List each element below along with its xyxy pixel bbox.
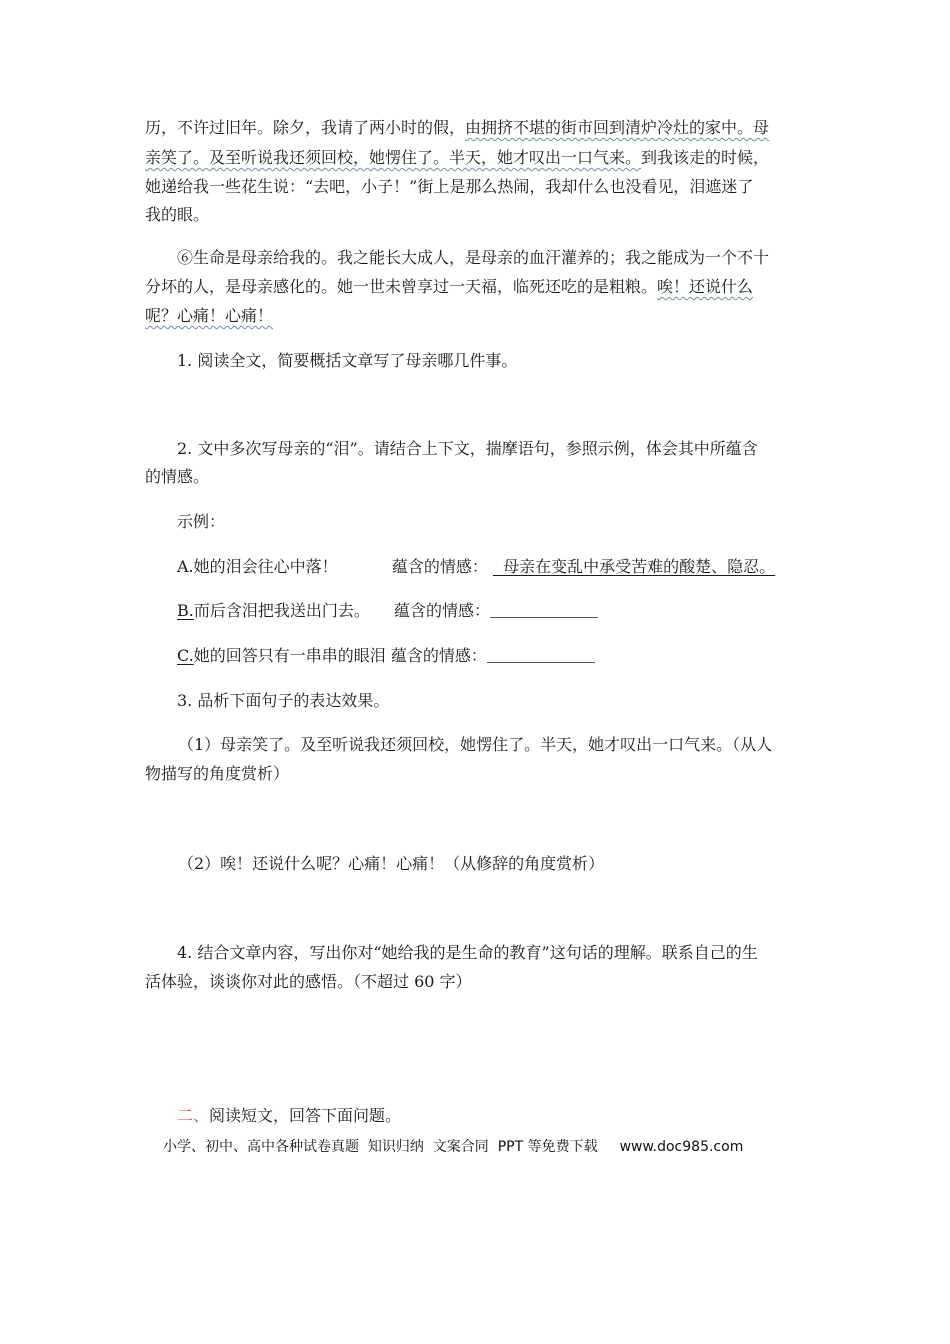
- example-label: 示例：: [177, 512, 226, 531]
- example-a-sentence: A.她的泪会往心中落！: [177, 557, 338, 576]
- question-3: 3. 品析下面句子的表达效果。: [177, 691, 390, 710]
- passage-wavy-text: 由拥挤不堪的街市回到清炉冷灶的家中。: [465, 118, 754, 137]
- example-b-sentence: 而后含泪把我送出门去。: [193, 601, 370, 620]
- section-2-title: 阅读短文，回答下面问题。: [209, 1106, 402, 1125]
- question-3-2: （2）唉！还说什么呢？心痛！心痛！（从修辞的角度赏析）: [178, 854, 605, 873]
- footer-text: 小学、初中、高中各种试卷真题 知识归纳 文案合同 PPT 等免费下载: [163, 1139, 598, 1155]
- passage-p5-line4: 我的眼。: [145, 205, 210, 224]
- passage-wavy-text: 呢？心痛！心痛！: [145, 306, 274, 325]
- example-c-mark: C.: [177, 646, 194, 665]
- passage-p5-line3: 她递给我一些花生说：“去吧，小子！”街上是那么热闹，我却什么也没看见，泪遮迷了: [145, 177, 754, 196]
- example-b-mark: B.: [177, 601, 194, 620]
- example-b-label: 蕴含的情感：: [394, 601, 491, 620]
- passage-p5-line2: [145, 147, 769, 169]
- example-a-label: 蕴含的情感：: [391, 557, 488, 576]
- question-1: 1. 阅读全文，简要概括文章写了母亲哪几件事。: [177, 351, 518, 370]
- passage-wavy-text: 母: [753, 118, 770, 137]
- passage-text: 分坏的人，是母亲感化的。她一世未曾享过一天福，临死还吃的是粗粮。: [145, 277, 658, 296]
- footer-link[interactable]: www.doc985.com: [619, 1139, 744, 1155]
- example-b: [177, 600, 598, 622]
- footer: [163, 1136, 743, 1156]
- example-c: [177, 645, 595, 667]
- section-2-number: 二、: [177, 1106, 210, 1125]
- passage-text: 历，不许过旧年。除夕，我请了两小时的假，: [145, 118, 466, 137]
- passage-wavy-text: 唉！还说什么: [657, 277, 754, 296]
- passage-text: 到我该走的时候，: [641, 148, 770, 167]
- example-a-answer: 母亲在变乱中承受苦难的酸楚、隐忍。: [492, 557, 776, 576]
- example-c-sentence: 她的回答只有一串串的眼泪: [193, 646, 386, 665]
- question-3-1-line1: （1）母亲笑了。及至听说我还须回校，她愣住了。半天，她才叹出一口气来。（从人: [178, 735, 773, 754]
- passage-wavy-text: 亲笑了。及至听说我还须回校，她愣住了。半天，她才叹出一口气来。: [145, 148, 642, 167]
- passage-p6-line1: ⑥生命是母亲给我的。我之能长大成人，是母亲的血汗灌养的；我之能成为一个不十: [177, 248, 770, 267]
- question-3-1-line2: 物描写的角度赏析）: [145, 764, 290, 783]
- passage-p6-line2: [145, 276, 753, 298]
- section-2-heading: [177, 1105, 401, 1127]
- question-4-line2: 活体验，谈谈你对此的感悟。（不超过 60 字）: [145, 972, 472, 991]
- answer-blank-b[interactable]: [490, 603, 598, 618]
- answer-blank-c[interactable]: [487, 648, 595, 663]
- example-a: [177, 556, 775, 578]
- question-2-line2: 的情感。: [145, 467, 210, 486]
- passage-p6-line3: [145, 305, 273, 327]
- example-c-label: 蕴含的情感：: [390, 646, 487, 665]
- question-4-line1: 4. 结合文章内容，写出你对“她给我的是生命的教育”这句话的理解。联系自己的生: [177, 943, 758, 962]
- question-2-line1: 2. 文中多次写母亲的“泪”。请结合上下文，揣摩语句，参照示例，体会其中所蕴含: [177, 439, 758, 458]
- passage-p5-line1: [145, 117, 769, 139]
